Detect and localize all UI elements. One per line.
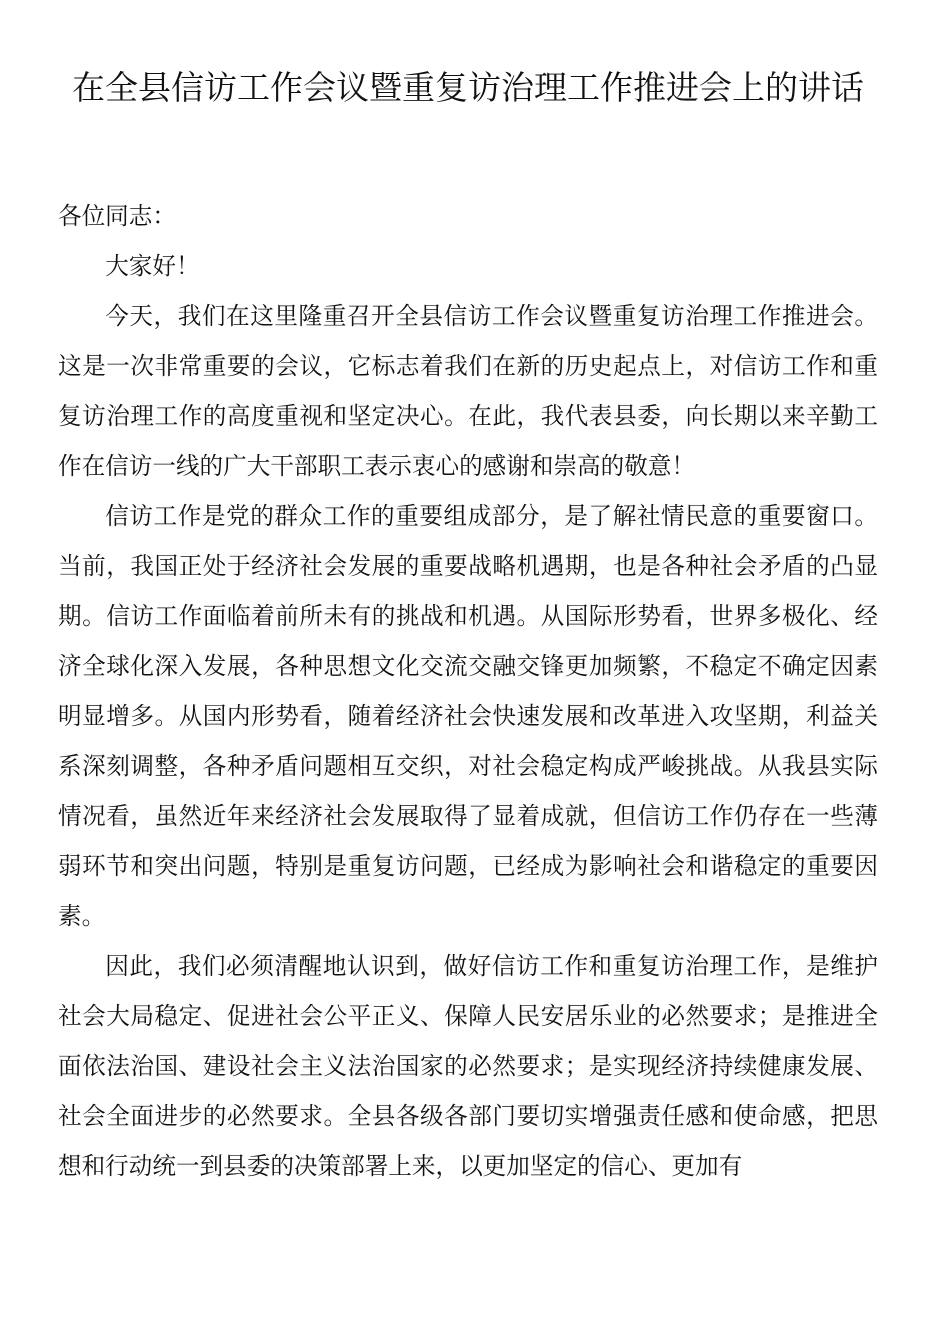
paragraph-situation: 信访工作是党的群众工作的重要组成部分，是了解社情民意的重要窗口。当前，我国正处于经济社会发展的重要战略机遇期，也是各种社会矛盾的凸显期。信访工作面临着前所未有的挑战和机遇。从国际形势看，世界多极化、经济全球化深入发展，各种思想文化交流交融交锋更加频繁，不稳定不确定因素明显增多。从国内形势看，随着经济社会快速发展和改革进入攻坚期，利益关系深刻调整，各种矛盾问题相互交织，对社会稳定构成严峻挑战。从我县实际情况看，虽然近年来经济社会发展取得了显着成就，但信访工作仍存在一些薄弱环节和突出问题，特别是重复访问题，已经成为影响社会和谐稳定的重要因素。 bbox=[58, 502, 878, 930]
paragraph-requirements: 因此，我们必须清醒地认识到，做好信访工作和重复访治理工作，是维护社会大局稳定、促进社会公平正义、保障人民安居乐业的必然要求；是推进全面依法治国、建设社会主义法治国家的必然要求；是实现经济持续健康发展、社会全面进步的必然要求。全县各级各部门要切实增强责任感和使命感，把思想和行动统一到县委的决策部署上来，以更加坚定的信心、更加有 bbox=[58, 952, 878, 1180]
paragraph-opening: 今天，我们在这里隆重召开全县信访工作会议暨重复访治理工作推进会。这是一次非常重要的会议，它标志着我们在新的历史起点上，对信访工作和重复访治理工作的高度重视和坚定决心。在此，我代表县委，向长期以来辛勤工作在信访一线的广大干部职工表示衷心的感谢和崇高的敬意！ bbox=[58, 302, 878, 480]
document-title: 在全县信访工作会议暨重复访治理工作推进会上的讲话 bbox=[72, 68, 864, 107]
document-page bbox=[58, 62, 878, 1191]
paragraph-greeting: 大家好！ bbox=[105, 252, 200, 280]
salutation: 各位同志： bbox=[58, 202, 176, 230]
